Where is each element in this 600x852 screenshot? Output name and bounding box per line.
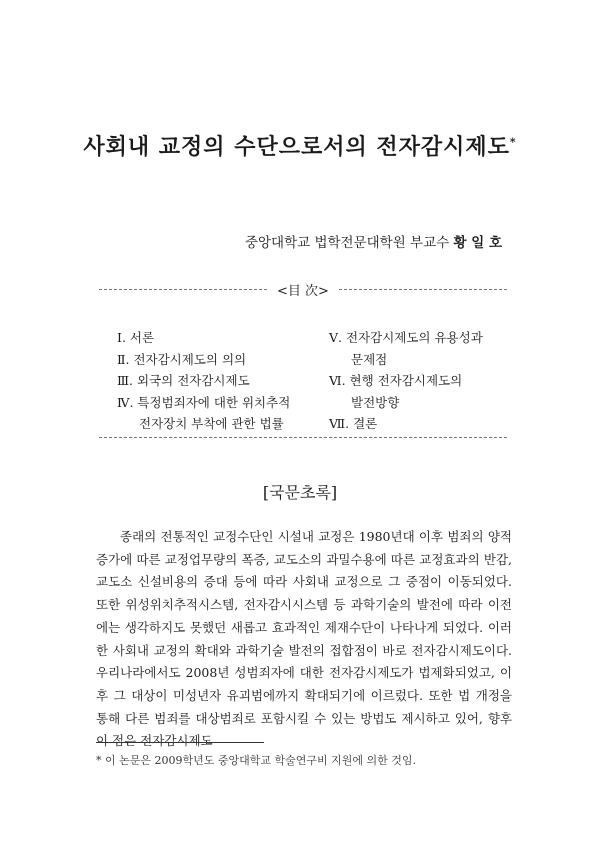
toc-item: Ⅳ. 특정범죄자에 대한 위치추적 [117,394,291,410]
toc-item: Ⅱ. 전자감시제도의 의의 [117,351,247,367]
title-footnote-mark: * [509,135,517,149]
toc-heading: <目 次> [269,284,337,299]
toc-item: Ⅴ. 전자감시제도의 유용성과 [329,330,483,345]
abstract-title: [국문초록] [262,483,338,502]
toc-item: Ⅲ. 외국의 전자감시제도 [117,373,250,388]
toc-item-continuation: 문제점 [351,351,388,367]
toc-item: Ⅰ. 서론 [117,330,155,345]
toc-item-continuation: 발전방향 [351,394,400,410]
toc-item-continuation: 전자장치 부착에 관한 법률 [139,416,284,431]
toc-item: Ⅵ. 현행 전자감시제도의 [329,373,463,388]
abstract-heading [0,480,600,503]
toc-heading-wrap [99,280,507,299]
author-line [245,231,502,251]
title-text: 사회내 교정의 수단으로서의 전자감시제도 [83,134,510,160]
toc-left-column [117,327,290,435]
table-of-contents [99,284,507,438]
author-name: 황 일 호 [453,235,502,251]
footnote: * 이 논문은 2009학년도 중앙대학교 학술연구비 지원에 의한 것임. [96,754,416,767]
abstract-body: 종래의 전통적인 교정수단인 시설내 교정은 1980년대 이후 범죄의 양적증가에 따른 교정업무량의 폭증, 교도소의 과밀수용에 따른 교정효과의 반감, 교도소 신설비용의 증대 등에 따라 사회내 교정으로 그 중점이 이동되었다. 또한 위성위치추적시스템, 전자감시시스템 등 과학기술의 발전에 따라 이전에는 생각하지도 못했던 새롭고 효과적인 제재수단이 나타나게 되었다. 이러한 사회내 교정의 확대와 과학기술 발전의 접합점이 바로 전자감시제도이다. 우리나라에서도 2008년 성범죄자에 대한 전자감시제도가 법제화되었고, 이후 그 대상이 미성년자 유괴범에까지 확대되기에 이르렀다. 또한 법 개정을 통해 다른 범죄를 대상범죄로 포함시킬 수 있는 방법도 제시하고 있어, 향후 이 점은 전자감시제도 [96,529,512,749]
toc-item: Ⅶ. 결론 [329,416,378,431]
footnote-divider [96,742,264,743]
toc-right-column [329,327,483,435]
author-affiliation: 중앙대학교 법학전문대학원 부교수 [244,235,450,251]
paper-title [0,130,600,161]
